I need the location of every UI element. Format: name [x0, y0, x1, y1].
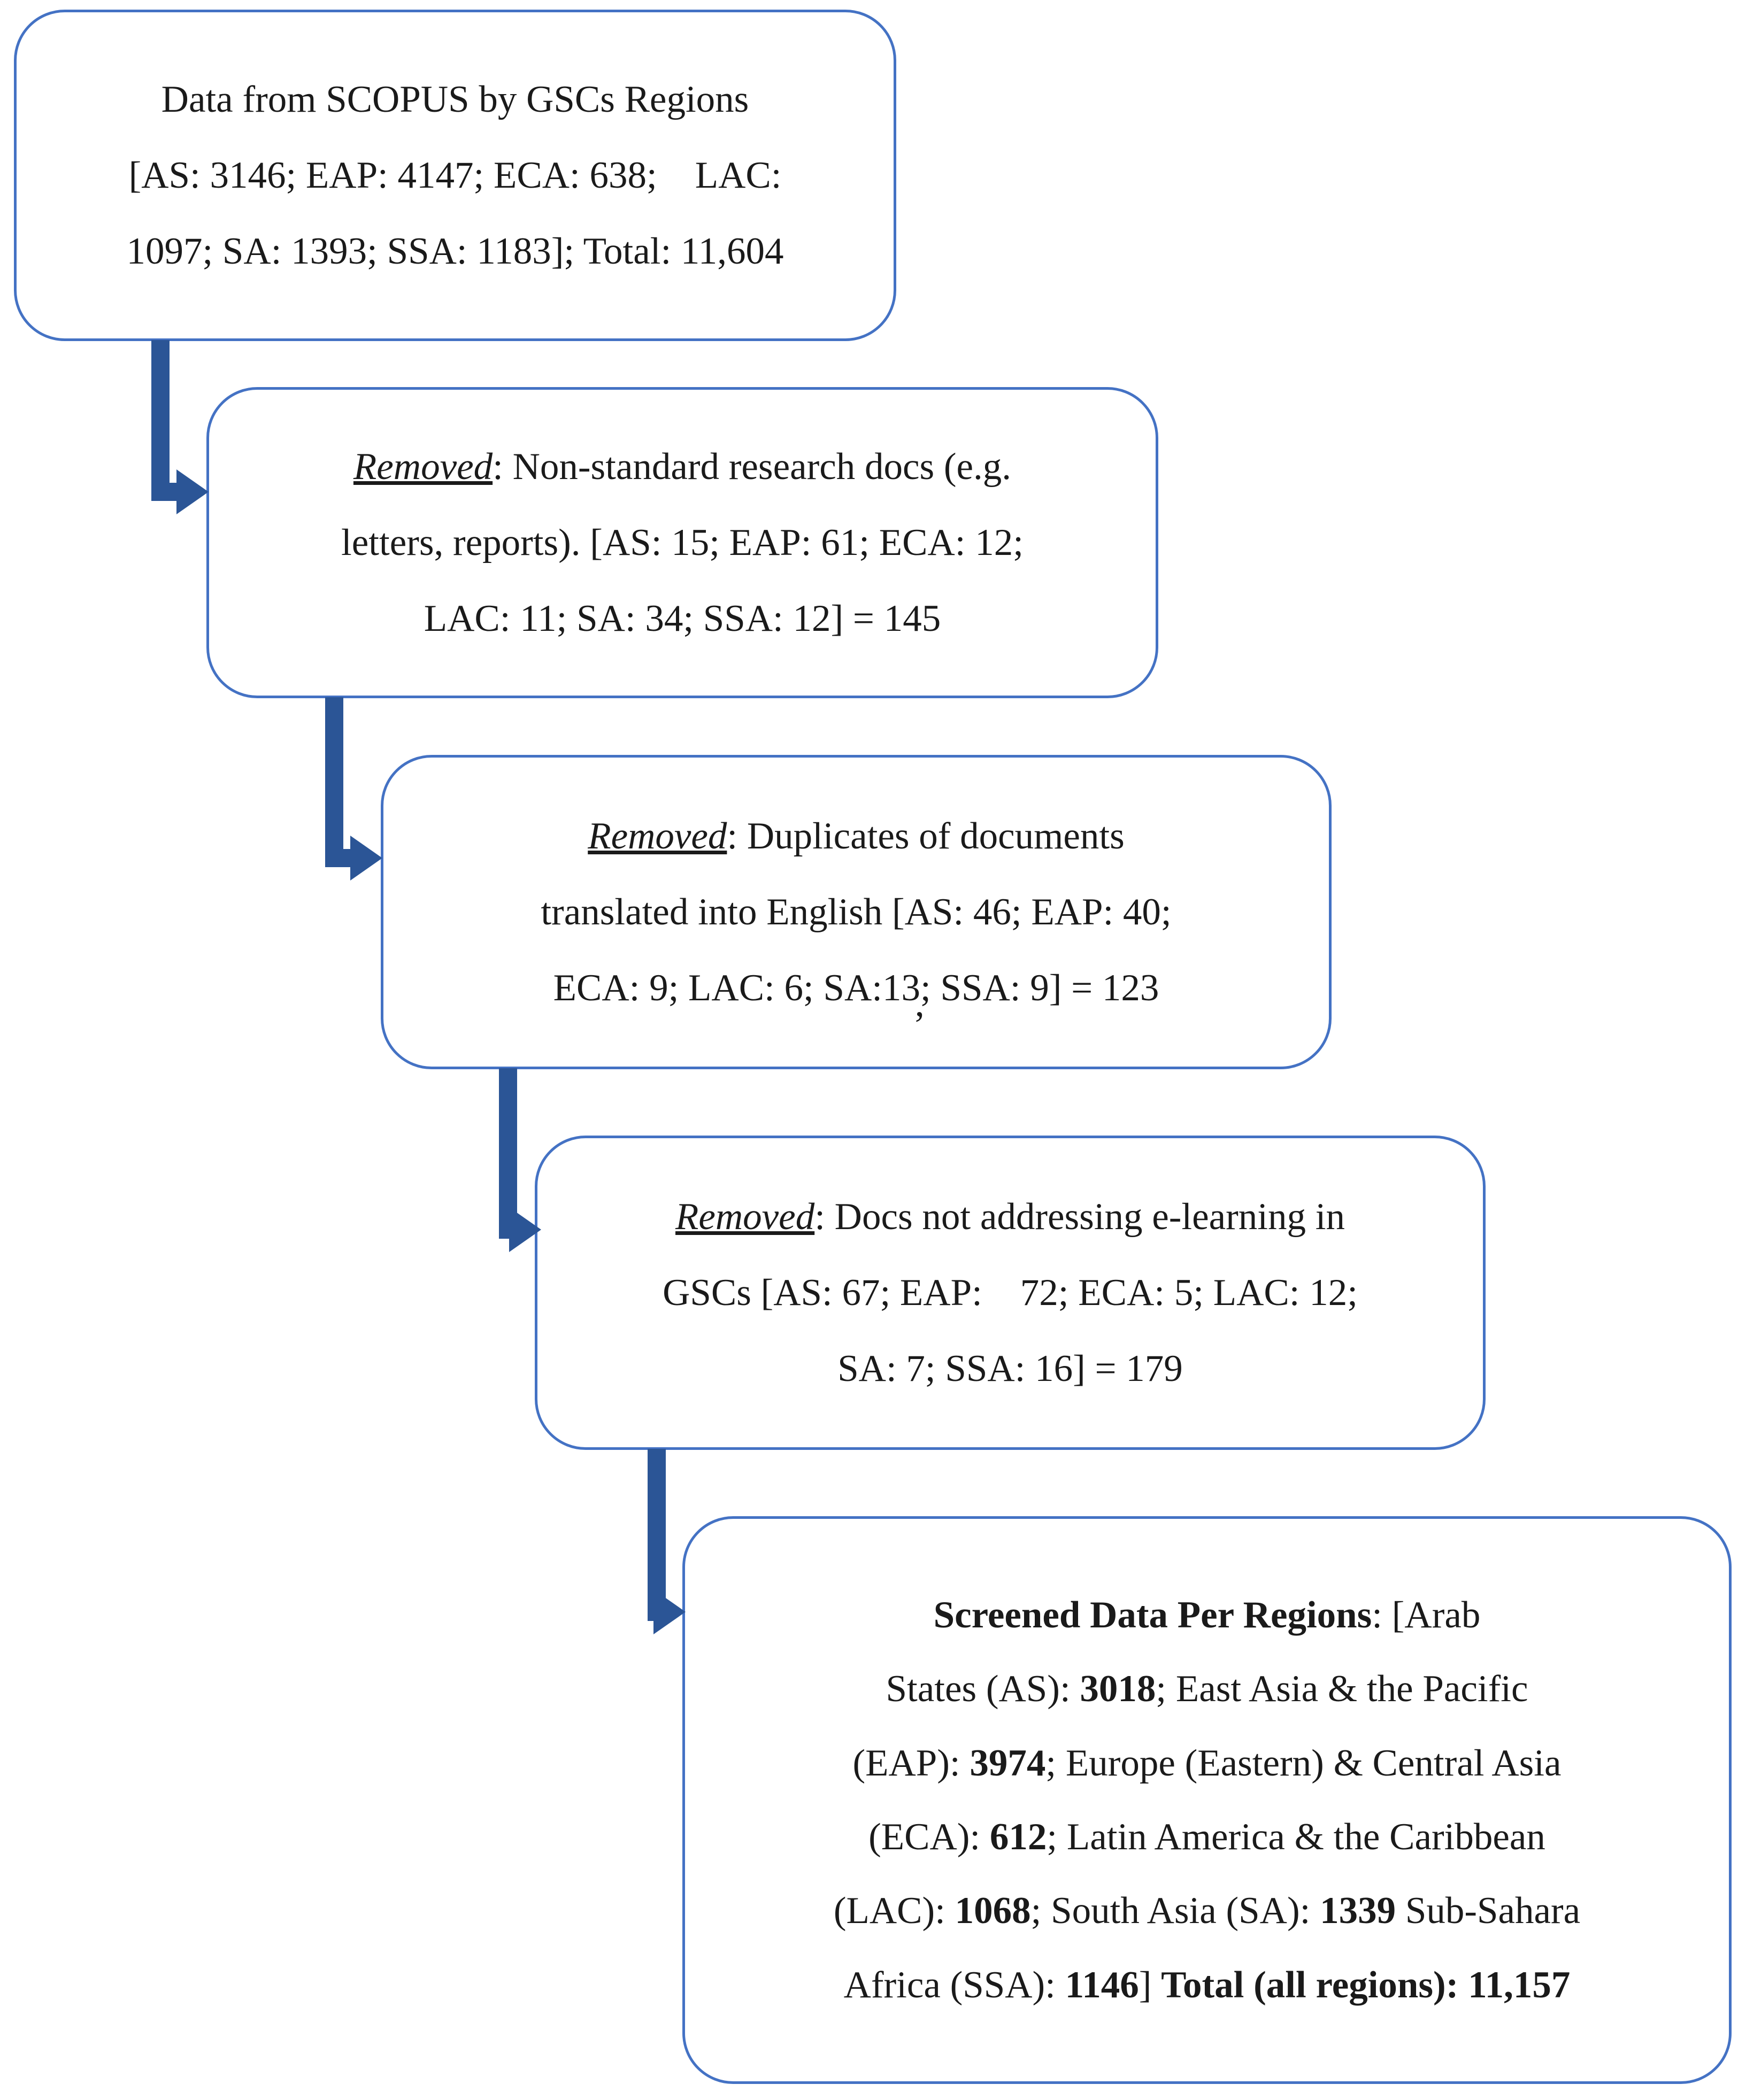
box-screened-data-text: [712, 1578, 1702, 2022]
text-line: (EAP): 3974; Europe (Eastern) & Central Asia: [852, 1742, 1562, 1784]
text-line: (ECA): 612; Latin America & the Caribbean: [868, 1816, 1545, 1858]
box-scopus-source-text: [54, 61, 856, 289]
text-line: 1097; SA: 1393; SSA: 1183]; Total: 11,604: [126, 230, 784, 272]
text-line: LAC: 11; SA: 34; SSA: 12] = 145: [424, 598, 941, 639]
text-line: Removed: Docs not addressing e-learning in: [675, 1196, 1345, 1238]
stray-apostrophe: ’: [913, 1003, 926, 1046]
text-line: Removed: Non-standard research docs (e.g.: [353, 446, 1012, 488]
flow-arrow-2: [325, 697, 382, 881]
text-line: translated into English [AS: 46; EAP: 40;: [541, 891, 1172, 933]
text-line: letters, reports). [AS: 15; EAP: 61; ECA: 12;: [341, 522, 1024, 563]
box-removed-offtopic: [535, 1136, 1486, 1450]
text-line: Removed: Duplicates of documents: [588, 815, 1125, 857]
text-line: ECA: 9; LAC: 6; SA:13; SSA: 9] = 123: [553, 967, 1159, 1009]
text-line: Screened Data Per Regions: [Arab: [933, 1594, 1481, 1636]
box-removed-duplicates: [381, 755, 1332, 1069]
box-scopus-source: [14, 10, 896, 341]
text-line: Africa (SSA): 1146] Total (all regions): 11,157: [843, 1964, 1571, 2006]
flow-arrow-4: [648, 1449, 686, 1634]
text-line: Data from SCOPUS by GSCs Regions: [161, 79, 749, 120]
box-removed-nonstandard: [206, 387, 1158, 698]
text-line: GSCs [AS: 67; EAP: 72; ECA: 5; LAC: 12;: [663, 1272, 1358, 1314]
text-line: [AS: 3146; EAP: 4147; ECA: 638; LAC:: [128, 155, 782, 196]
box-removed-offtopic-text: [575, 1179, 1445, 1407]
box-removed-duplicates-text: [421, 798, 1291, 1026]
text-line: SA: 7; SSA: 16] = 179: [837, 1348, 1183, 1389]
text-line: (LAC): 1068; South Asia (SA): 1339 Sub-Sahara: [833, 1890, 1581, 1932]
box-removed-nonstandard-text: [247, 429, 1118, 657]
text-line: States (AS): 3018; East Asia & the Pacific: [886, 1668, 1528, 1710]
flow-arrow-1: [151, 340, 209, 514]
box-screened-data: [682, 1516, 1732, 2084]
